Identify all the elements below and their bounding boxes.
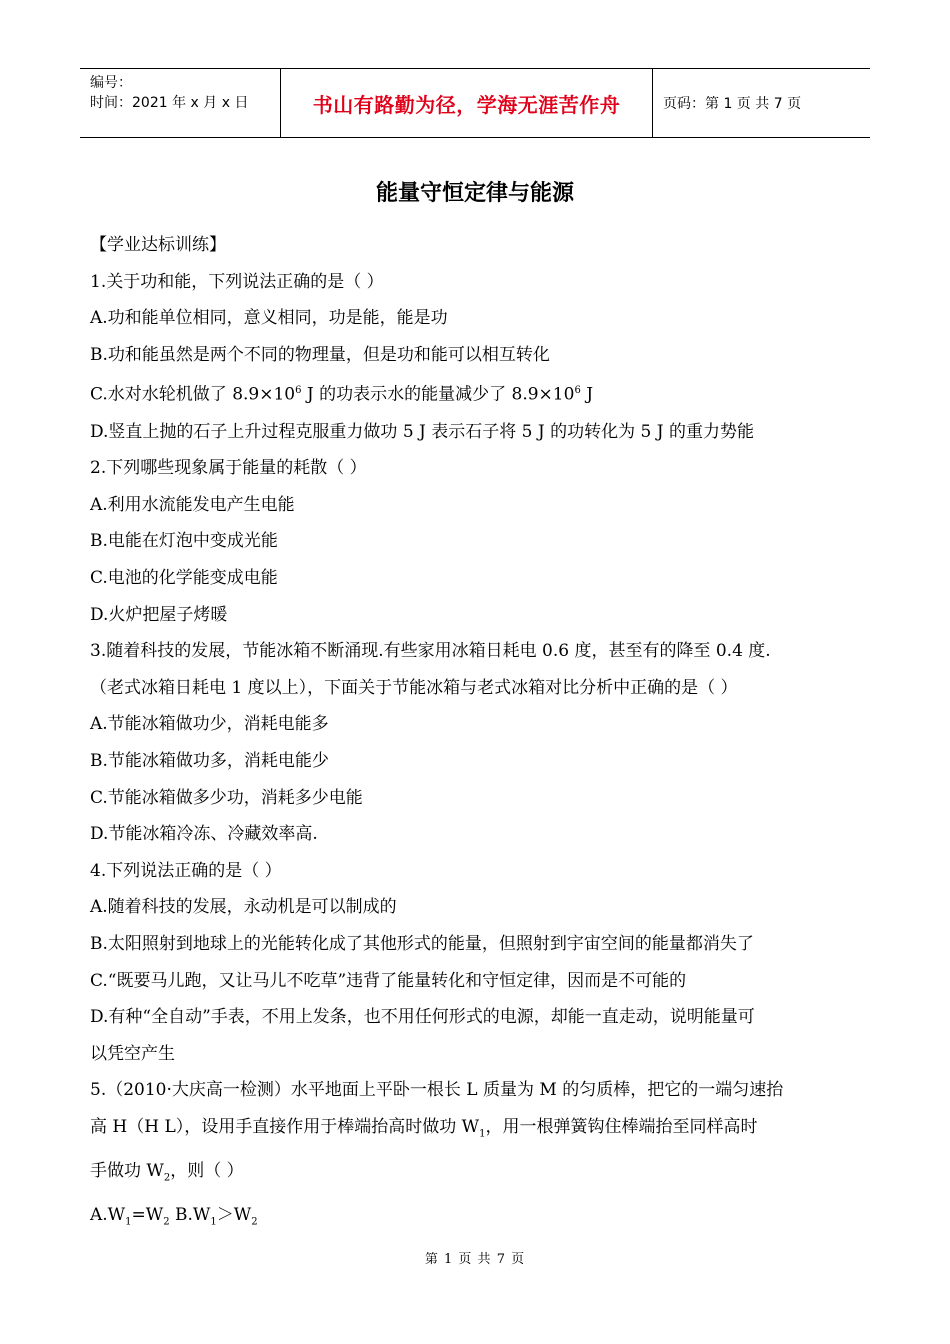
document-title: 能量守恒定律与能源	[375, 181, 574, 206]
header-table	[80, 68, 870, 138]
q5-stem-line1: 5.（2010·大庆高一检测）水平地面上平卧一根长 L 质量为 M 的匀质棒，把它的一端匀速抬	[90, 1080, 784, 1101]
q5-line2-part2: ，用一根弹簧钩住棒端抬至同样高时	[485, 1116, 758, 1137]
q1-stem: 1.关于功和能，下列说法正确的是（ ）	[90, 271, 384, 292]
q3-option-d: D.节能冰箱冷冻、冷藏效率高.	[90, 824, 318, 845]
q2-option-d: D.火炉把屋子烤暖	[90, 604, 228, 625]
q3-stem-line1: 3.随着科技的发展，节能冰箱不断涌现.有些家用冰箱日耗电 0.6 度，甚至有的降至 0.4 度.	[90, 641, 771, 662]
header-left-cell	[80, 69, 281, 137]
q1-option-c	[90, 373, 865, 413]
q5-opt-a: A.W	[90, 1204, 126, 1225]
q3-option-a: A.节能冰箱做功少，消耗电能多	[90, 714, 329, 735]
q5-stem-line3	[90, 1153, 865, 1197]
q5-opt-b-sub1: 1	[210, 1216, 217, 1228]
q3-option-b: B.节能冰箱做功多，消耗电能少	[90, 750, 329, 771]
q5-stem-line2	[90, 1109, 865, 1153]
q5-opt-a-sub1: 1	[125, 1216, 132, 1228]
page-footer: 第 1 页 共 7 页	[424, 1252, 526, 1267]
q1-c-part3: J	[580, 385, 594, 406]
motto: 书山有路勤为径，学海无涯苦作舟	[312, 92, 621, 117]
q4-option-d-line2: 以凭空产生	[90, 1043, 175, 1064]
q2-option-a: A.利用水流能发电产生电能	[90, 494, 295, 515]
q4-option-a: A.随着科技的发展，永动机是可以制成的	[90, 897, 397, 918]
q2-option-b: B.电能在灯泡中变成光能	[90, 531, 278, 552]
q5-opt-a-mid: =W	[131, 1204, 164, 1225]
q2-stem: 2.下列哪些现象属于能量的耗散（ ）	[90, 458, 367, 479]
q1-option-d: D.竖直上抛的石子上升过程克服重力做功 5 J 表示石子将 5 J 的功转化为 5 J 的重力势能	[90, 421, 754, 442]
q1-c-part1: C.水对水轮机做了 8.9×10	[90, 385, 296, 406]
q3-stem-line2: （老式冰箱日耗电 1 度以上），下面关于节能冰箱与老式冰箱对比分析中正确的是（ ）	[90, 677, 738, 698]
q1-option-a: A.功和能单位相同，意义相同，功是能，能是功	[90, 308, 448, 329]
q2-option-c: C.电池的化学能变成电能	[90, 568, 278, 588]
q4-option-c: C.“既要马儿跑，又让马儿不吃草”违背了能量转化和守恒定律，因而是不可能的	[90, 970, 687, 991]
q4-option-d-line1: D.有种“全自动”手表，不用上发条，也不用任何形式的电源，却能一直走动，说明能量可	[90, 1007, 755, 1028]
q5-opt-b-mid: ＞W	[216, 1204, 252, 1225]
number-label: 编号：	[90, 75, 132, 91]
q1-c-part2: J 的功表示水的能量减少了 8.9×10	[301, 385, 575, 406]
q4-stem: 4.下列说法正确的是（ ）	[90, 860, 282, 881]
q4-option-b: B.太阳照射到地球上的光能转化成了其他形式的能量，但照射到宇宙空间的能量都消失了	[90, 933, 754, 954]
q1-c-exp2: 6	[574, 385, 581, 397]
q5-line3-part2: ，则（ ）	[170, 1160, 244, 1181]
q5-opt-b-sub2: 2	[251, 1216, 258, 1228]
document-body	[90, 227, 865, 1241]
q5-line3-part1: 手做功 W	[90, 1160, 164, 1181]
q3-option-c: C.节能冰箱做多少功，消耗多少电能	[90, 787, 363, 808]
q5-opt-a-sub2: 2	[163, 1216, 170, 1228]
q5-opt-b: B.W	[169, 1204, 211, 1225]
q5-line2-sub: 1	[479, 1128, 486, 1140]
q5-line2-part1: 高 H（H L），设用手直接作用于棒端抬高时做功 W	[90, 1116, 480, 1137]
section-heading: 【学业达标训练】	[90, 235, 226, 255]
q5-options	[90, 1197, 865, 1241]
q1-option-b: B.功和能虽然是两个不同的物理量，但是功和能可以相互转化	[90, 344, 550, 365]
q1-c-exp: 6	[295, 385, 302, 397]
time-label: 时间：2021 年 x 月 x 日	[90, 95, 249, 111]
header-page-cell	[653, 69, 870, 137]
header-motto-cell	[281, 69, 653, 137]
page-label: 页码：第 1 页 共 7 页	[663, 96, 802, 112]
q5-line3-sub: 2	[163, 1172, 171, 1184]
